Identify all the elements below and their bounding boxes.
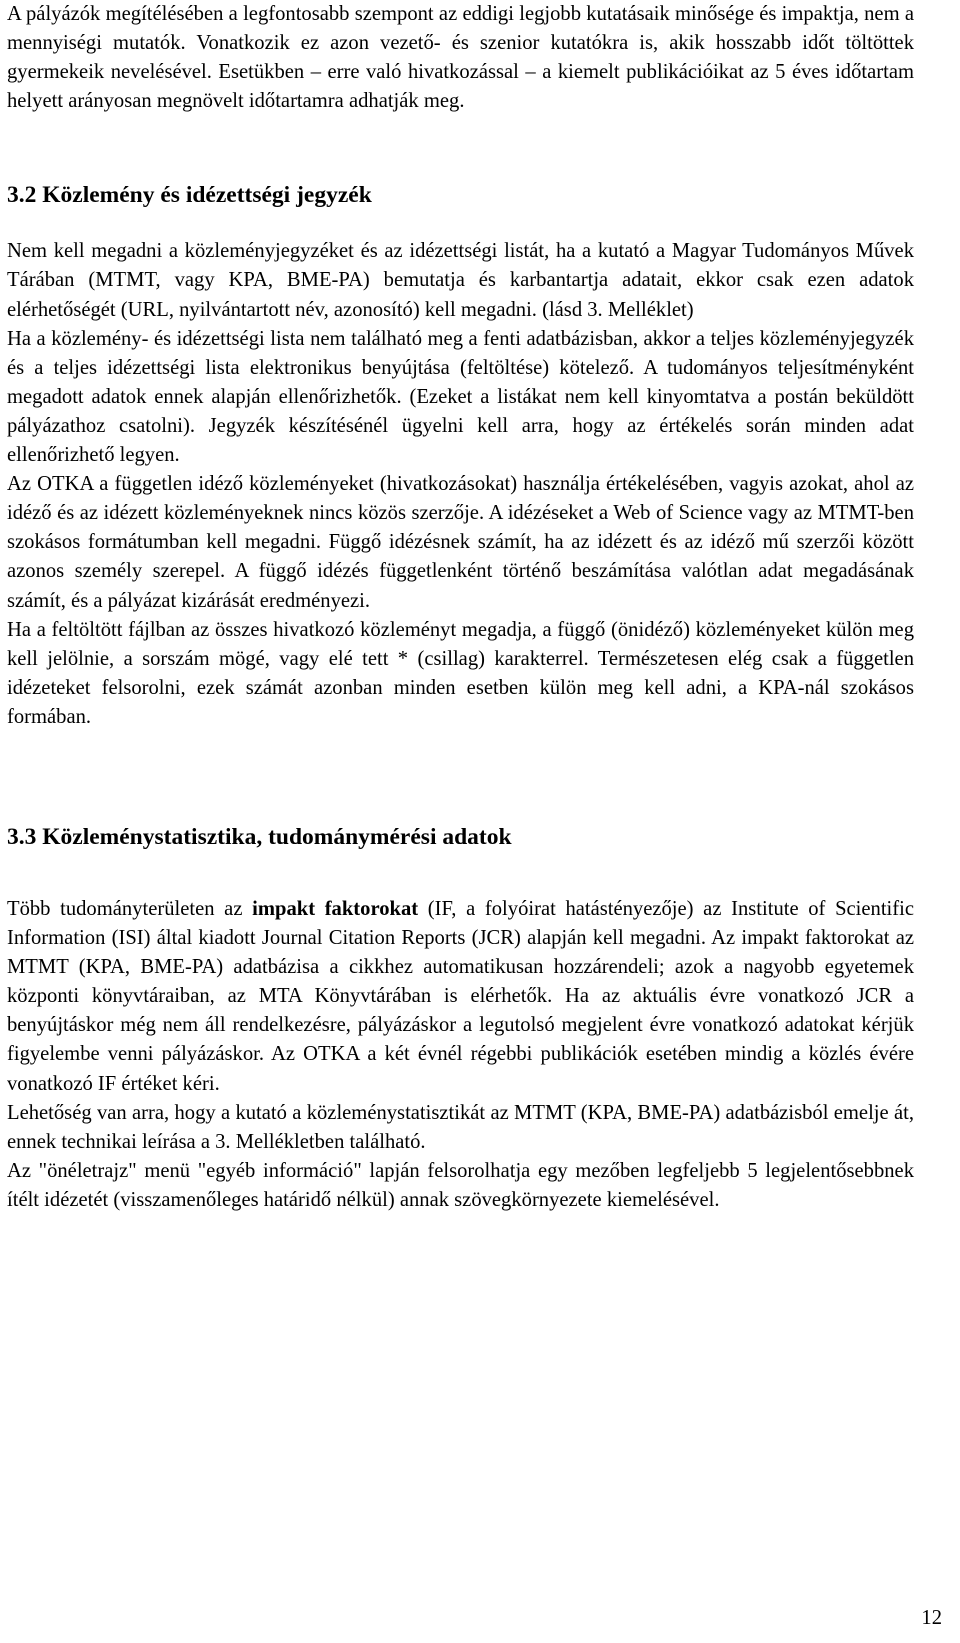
section-3-2-paragraph-4: Ha a feltöltött fájlban az összes hivatkozó közleményt megadja, a függő (önidéző) közleményeket külön meg kell jelölnie, a sorszám mögé, vagy elé tett * (csillag) karakterrel. Természetesen elég csak a független idézeteket felsorolni, ezek számát azonban minden esetben külön meg kell adni, a KPA-nál szokásos formában. [7,618,914,728]
section-3-3-paragraph-3: Az "önéletrajz" menü "egyéb információ" lapján felsorolhatja egy mezőben legfeljebb 5 legjelentősebbnek ítélt idézetét (visszamenőleges határidő nélkül) annak szövegkörnyezete kiemelésével. [7,1159,914,1211]
page-number: 12 [921,1607,942,1629]
section-3-3-paragraph-1 [7,895,914,1099]
intro-paragraph: A pályázók megítélésében a legfontosabb szempont az eddigi legjobb kutatásaik minősége és impaktja, nem a mennyiségi mutatók. Vonatkozik ez azon vezető- és szenior kutatókra is, akik hosszabb időt töltöttek gyermekeik nevelésével. Esetükben – erre való hivatkozással – a kiemelt publikációikat az 5 éves időtartam helyett arányosan megnövelt időtartamra adhatják meg. [7,3,914,113]
section-3-2-paragraph-2: Ha a közlemény- és idézettségi lista nem található meg a fenti adatbázisban, akkor a teljes közleményjegyzék és a teljes idézettségi lista elektronikus benyújtása (feltöltése) kötelező. A tudományos teljesítményként megadott adatok ennek alapján ellenőrizhetők. (Ezeket a listákat nem kell kinyomtatva a postán beküldött pályázathoz csatolni). Jegyzék készítésénél ügyelni kell arra, hogy az értékelés során minden adat ellenőrizhető legyen. [7,327,914,467]
p1-text-after: (IF, a folyóirat hatástényezője) az Institute of Scientific Information (ISI) által kiadott Journal Citation Reports (JCR) alapján kell megadni. Az impakt faktorokat az MTMT (KPA, BME-PA) adatbázisa a cikkhez automatikusan hozzárendeli; azok a nagyobb egyetemek központi könyvtáraiban, az MTA Könyvtárában is elérhetők. Ha az aktuális évre vonatkozó JCR a benyújtáskor még nem áll rendelkezésre, pályázáskor a legutolsó megjelent évre vonatkozó adatokat kérjük figyelembe venni pályázáskor. Az OTKA a két évnél régebbi publikációk esetében mindig a közlés évére vonatkozó IF értéket kéri. [7,897,914,1095]
document-page [7,0,914,1215]
section-3-3-heading: 3.3 Közleménystatisztika, tudománymérési adatok [7,823,512,850]
section-3-2-paragraph-1: Nem kell megadni a közleményjegyzéket és az idézettségi listát, ha a kutató a Magyar Tudományos Művek Tárában (MTMT, vagy KPA, BME-PA) bemutatja és karbantartja adatait, ekkor csak ezen adatok elérhetőségét (URL, nyilvántartott név, azonosító) kell megadni. (lásd 3. Melléklet) [7,240,914,321]
section-3-2-paragraph-3: Az OTKA a független idéző közleményeket (hivatkozásokat) használja értékelésében, vagyis azokat, ahol az idéző és az idézett közleményeknek nincs közös szerzője. A idézéseket a Web of Science vagy az MTMT-ben szokásos formátumban kell megadni. Függő idézésnek számít, ha az idézett és az idéző mű szerzői között azonos személy szerepel. A függő idézés függetlenként történő beszámítása valótlan adat megadásának számít, és a pályázat kizárását eredményezi. [7,473,914,612]
p1-text-before: Több tudományterületen az [7,897,253,920]
section-3-2-heading: 3.2 Közlemény és idézettségi jegyzék [7,182,372,209]
section-3-3-paragraph-2: Lehetőség van arra, hogy a kutató a közleménystatisztikát az MTMT (KPA, BME-PA) adatbázisból emelje át, ennek technikai leírása a 3. Mellékletben található. [7,1101,914,1153]
impact-factor-term: impakt faktorokat [252,897,419,920]
